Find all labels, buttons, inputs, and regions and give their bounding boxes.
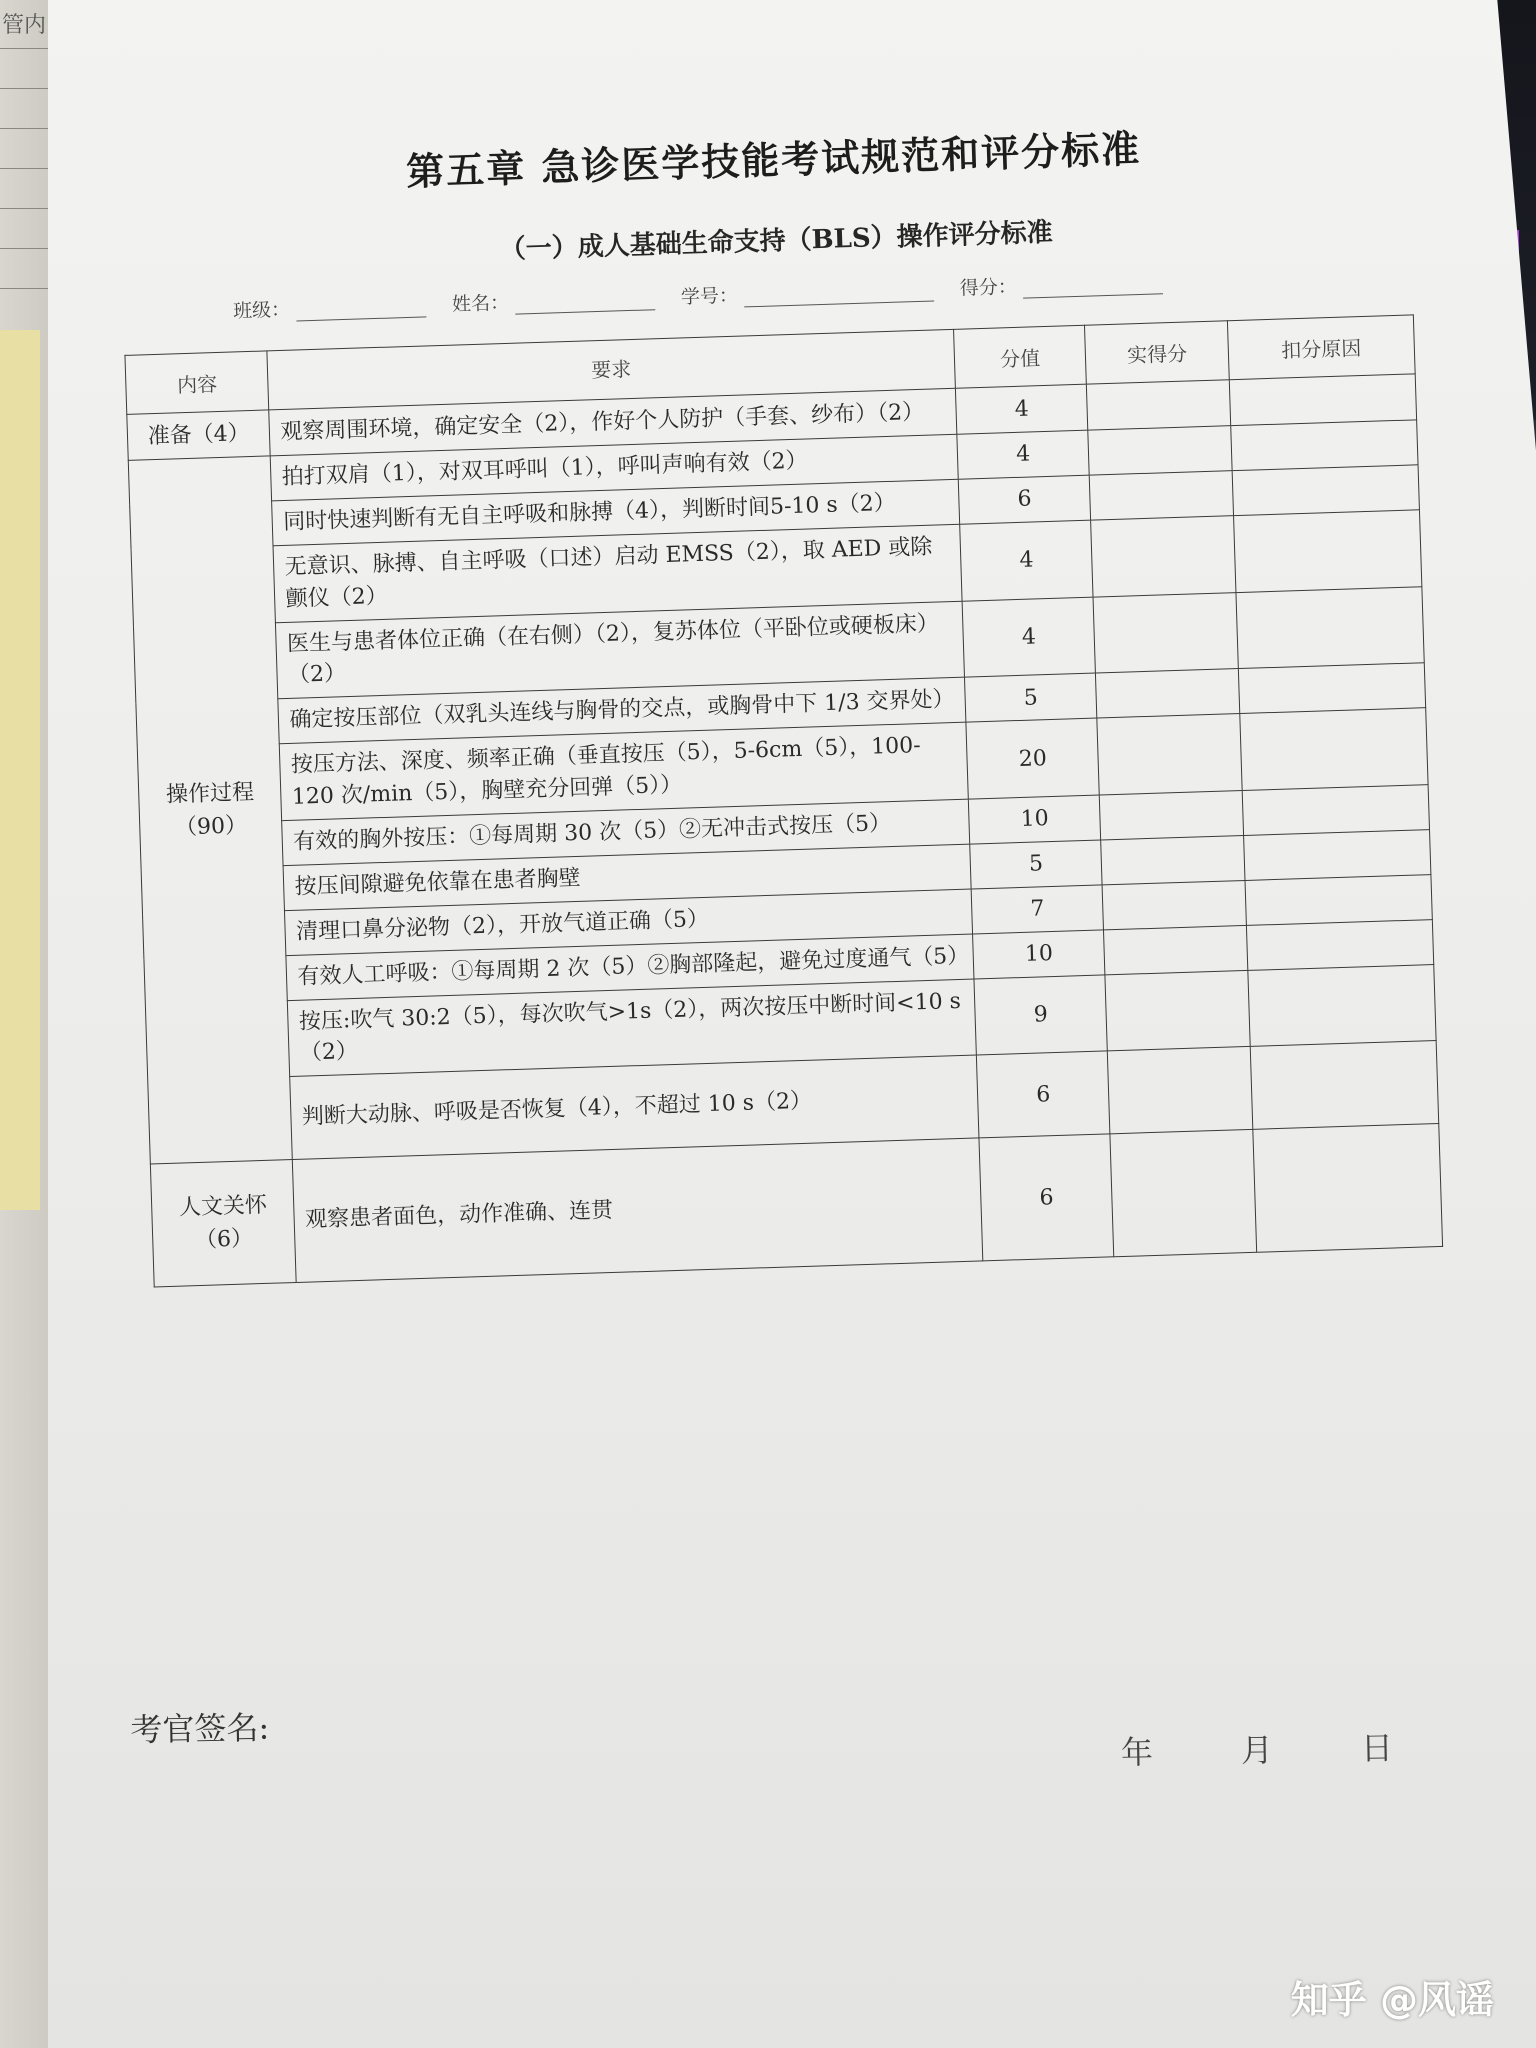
date-row — [1121, 1723, 1394, 1774]
score-cell: 4 — [960, 520, 1094, 601]
actual-score-cell[interactable] — [1104, 925, 1248, 974]
score-cell: 6 — [979, 1134, 1114, 1261]
info-field-student-id — [680, 274, 934, 309]
score-cell: 9 — [974, 974, 1108, 1055]
deduction-reason-cell[interactable] — [1244, 830, 1431, 881]
header-score: 分值 — [953, 325, 1086, 388]
actual-score-cell[interactable] — [1108, 1047, 1253, 1134]
deduction-reason-cell[interactable] — [1248, 964, 1436, 1047]
deduction-reason-cell[interactable] — [1229, 374, 1416, 426]
actual-score-cell[interactable] — [1090, 471, 1234, 520]
actual-score-cell[interactable] — [1088, 426, 1232, 475]
score-cell: 10 — [968, 795, 1101, 844]
zhihu-watermark: 知乎 @风谣 — [1290, 1978, 1494, 2022]
actual-score-cell[interactable] — [1110, 1130, 1256, 1257]
requirement-cell: 拍打双肩（1），对双耳呼叫（1），呼叫声响有效（2） — [271, 434, 958, 500]
score-cell: 10 — [972, 930, 1105, 979]
date-year-label: 年 — [1120, 1733, 1154, 1772]
score-cell: 4 — [955, 384, 1088, 434]
deduction-reason-cell[interactable] — [1240, 708, 1428, 791]
requirement-cell: 按压:吹气 30:2（5），每次吹气>1s（2），两次按压中断时间<10 s（2） — [288, 979, 976, 1077]
edge-text: 管内 — [2, 13, 47, 38]
deduction-reason-cell[interactable] — [1231, 420, 1418, 471]
requirement-cell: 无意识、脉搏、自主呼吸（口述）启动 EMSS（2），取 AED 或除颤仪（2） — [273, 524, 961, 622]
actual-score-cell[interactable] — [1097, 714, 1242, 795]
category-cell-humanistic-care: 人文关怀（6） — [150, 1160, 296, 1287]
header-content: 内容 — [125, 351, 269, 414]
deduction-reason-cell[interactable] — [1250, 1041, 1439, 1130]
actual-score-cell[interactable] — [1091, 515, 1236, 596]
score-cell: 6 — [976, 1051, 1110, 1138]
requirement-cell: 判断大动脉、呼吸是否恢复（4），不超过 10 s（2） — [290, 1055, 979, 1160]
info-label: 学号： — [680, 284, 739, 309]
header-deduction-reason: 扣分原因 — [1227, 315, 1415, 380]
evaluation-form — [118, 109, 1463, 1288]
actual-score-cell[interactable] — [1101, 835, 1245, 884]
score-cell: 5 — [964, 673, 1097, 722]
info-label: 班级： — [232, 298, 291, 323]
score-table — [124, 314, 1443, 1287]
requirement-cell: 按压方法、深度、频率正确（垂直按压（5），5-6cm（5），100-120 次/min（5），胸壁充分回弹（5）） — [280, 722, 968, 820]
blank-line — [744, 282, 935, 307]
info-field-score — [959, 267, 1163, 300]
score-cell: 7 — [971, 885, 1104, 934]
actual-score-cell[interactable] — [1096, 669, 1240, 718]
requirement-cell: 观察患者面色，动作准确、连贯 — [293, 1138, 983, 1282]
info-field-name — [452, 283, 656, 316]
yellow-folder — [0, 330, 40, 1210]
deduction-reason-cell[interactable] — [1245, 874, 1432, 925]
requirement-cell: 确定按压部位（双乳头连线与胸骨的交点，或胸骨中下 1/3 交界处） — [278, 678, 965, 744]
score-cell: 20 — [966, 718, 1100, 799]
category-cell-preparation: 准备（4） — [127, 410, 271, 460]
requirement-cell: 观察周围环境，确定安全（2），作好个人防护（手套、纱布）（2） — [269, 388, 956, 456]
deduction-reason-cell[interactable] — [1246, 919, 1433, 970]
blank-line — [296, 298, 427, 321]
actual-score-cell[interactable] — [1093, 592, 1238, 673]
score-cell: 5 — [970, 840, 1103, 889]
score-cell: 4 — [962, 597, 1096, 678]
page-title: 第五章 急诊医学技能考试规范和评分标准 — [405, 125, 1142, 194]
deduction-reason-cell[interactable] — [1242, 785, 1429, 836]
deduction-reason-cell[interactable] — [1233, 510, 1421, 593]
actual-score-cell[interactable] — [1105, 970, 1250, 1051]
actual-score-cell[interactable] — [1103, 880, 1247, 929]
header-requirement: 要求 — [267, 329, 955, 410]
deduction-reason-cell[interactable] — [1236, 586, 1424, 669]
deduction-reason-cell[interactable] — [1253, 1124, 1443, 1253]
actual-score-cell[interactable] — [1100, 791, 1244, 840]
header-actual-score: 实得分 — [1085, 321, 1229, 384]
deduction-reason-cell[interactable] — [1238, 663, 1425, 714]
requirement-cell: 清理口鼻分泌物（2），开放气道正确（5） — [285, 889, 972, 955]
date-month-label: 月 — [1240, 1731, 1274, 1770]
requirement-cell: 有效的胸外按压：①每周期 30 次（5）②无冲击式按压（5） — [282, 799, 969, 865]
blank-line — [515, 291, 656, 314]
score-cell: 4 — [957, 430, 1090, 479]
requirement-cell: 按压间隙避免依靠在患者胸壁 — [284, 844, 971, 910]
category-cell-procedure: 操作过程（90） — [128, 456, 293, 1164]
info-label: 姓名： — [451, 291, 510, 316]
actual-score-cell[interactable] — [1087, 380, 1231, 430]
deduction-reason-cell[interactable] — [1232, 465, 1419, 516]
examiner-signature-label: 考官签名: — [130, 1708, 270, 1749]
info-field-class — [233, 290, 427, 323]
score-cell: 6 — [958, 475, 1091, 524]
page-subtitle: （一）成人基础生命支持（BLS）操作评分标准 — [499, 217, 1054, 266]
requirement-cell: 同时快速判断有无自主呼吸和脉搏（4），判断时间5-10 s（2） — [272, 479, 959, 545]
info-label: 得分： — [959, 275, 1018, 300]
requirement-cell: 医生与患者体位正确（在右侧）（2），复苏体位（平卧位或硬板床）（2） — [276, 601, 964, 699]
requirement-cell: 有效人工呼吸：①每周期 2 次（5）②胸部隆起，避免过度通气（5） — [286, 934, 973, 1000]
date-day-label: 日 — [1360, 1728, 1394, 1768]
blank-line — [1023, 275, 1164, 298]
